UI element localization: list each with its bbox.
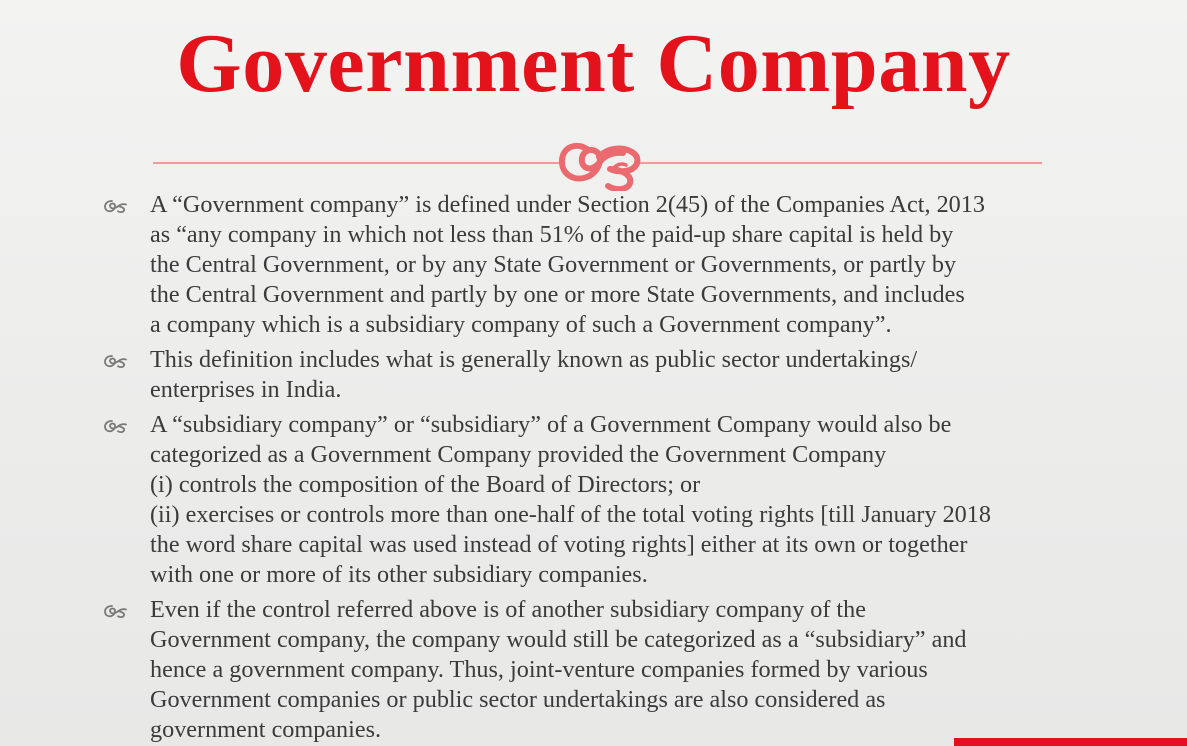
bullet-line: Government companies or public sector undertakings are also considered as	[150, 686, 886, 713]
ornamental-bullet-icon	[104, 418, 128, 434]
bullet-line: A “Government company” is defined under Section 2(45) of the Companies Act, 2013	[150, 191, 985, 218]
bullet-line: the word share capital was used instead of voting rights] either at its own or together	[150, 531, 968, 558]
bullet-list	[103, 190, 1123, 745]
bullet-line: with one or more of its other subsidiary companies.	[150, 561, 648, 588]
bullet-line: government companies.	[150, 716, 382, 743]
bullet-line: the Central Government and partly by one or more State Governments, and includes	[150, 281, 965, 308]
bullet-line: hence a government company. Thus, joint-venture companies formed by various	[150, 656, 928, 683]
bullet-line: categorized as a Government Company provided the Government Company	[150, 441, 887, 468]
bullet-line: the Central Government, or by any State Government or Governments, or partly by	[150, 251, 957, 278]
bullet-line: enterprises in India.	[150, 376, 342, 403]
corner-accent-bar	[954, 738, 1187, 746]
ornamental-bullet-icon	[104, 198, 128, 214]
bullet-item	[103, 410, 1123, 590]
bullet-item	[103, 595, 1123, 745]
bullet-line: A “subsidiary company” or “subsidiary” of a Government Company would also be	[150, 411, 952, 438]
bullet-item	[103, 345, 1123, 405]
ornamental-bullet-icon	[104, 603, 128, 619]
bullet-line: (i) controls the composition of the Board of Directors; or	[150, 471, 701, 498]
slide-title: Government Company	[176, 17, 1011, 110]
bullet-line: a company which is a subsidiary company of such a Government company”.	[150, 311, 892, 338]
bullet-line: This definition includes what is generally known as public sector undertakings/	[150, 346, 918, 373]
ornament-flourish-icon	[556, 135, 642, 191]
bullet-line: as “any company in which not less than 51% of the paid-up share capital is held by	[150, 221, 954, 248]
title-divider-left	[153, 162, 565, 164]
title-divider-right	[636, 162, 1042, 164]
ornamental-bullet-icon	[104, 353, 128, 369]
bullet-line: (ii) exercises or controls more than one-half of the total voting rights [till January 2018	[150, 501, 991, 528]
bullet-item	[103, 190, 1123, 340]
bullet-line: Government company, the company would still be categorized as a “subsidiary” and	[150, 626, 967, 653]
bullet-line: Even if the control referred above is of another subsidiary company of the	[150, 596, 866, 623]
